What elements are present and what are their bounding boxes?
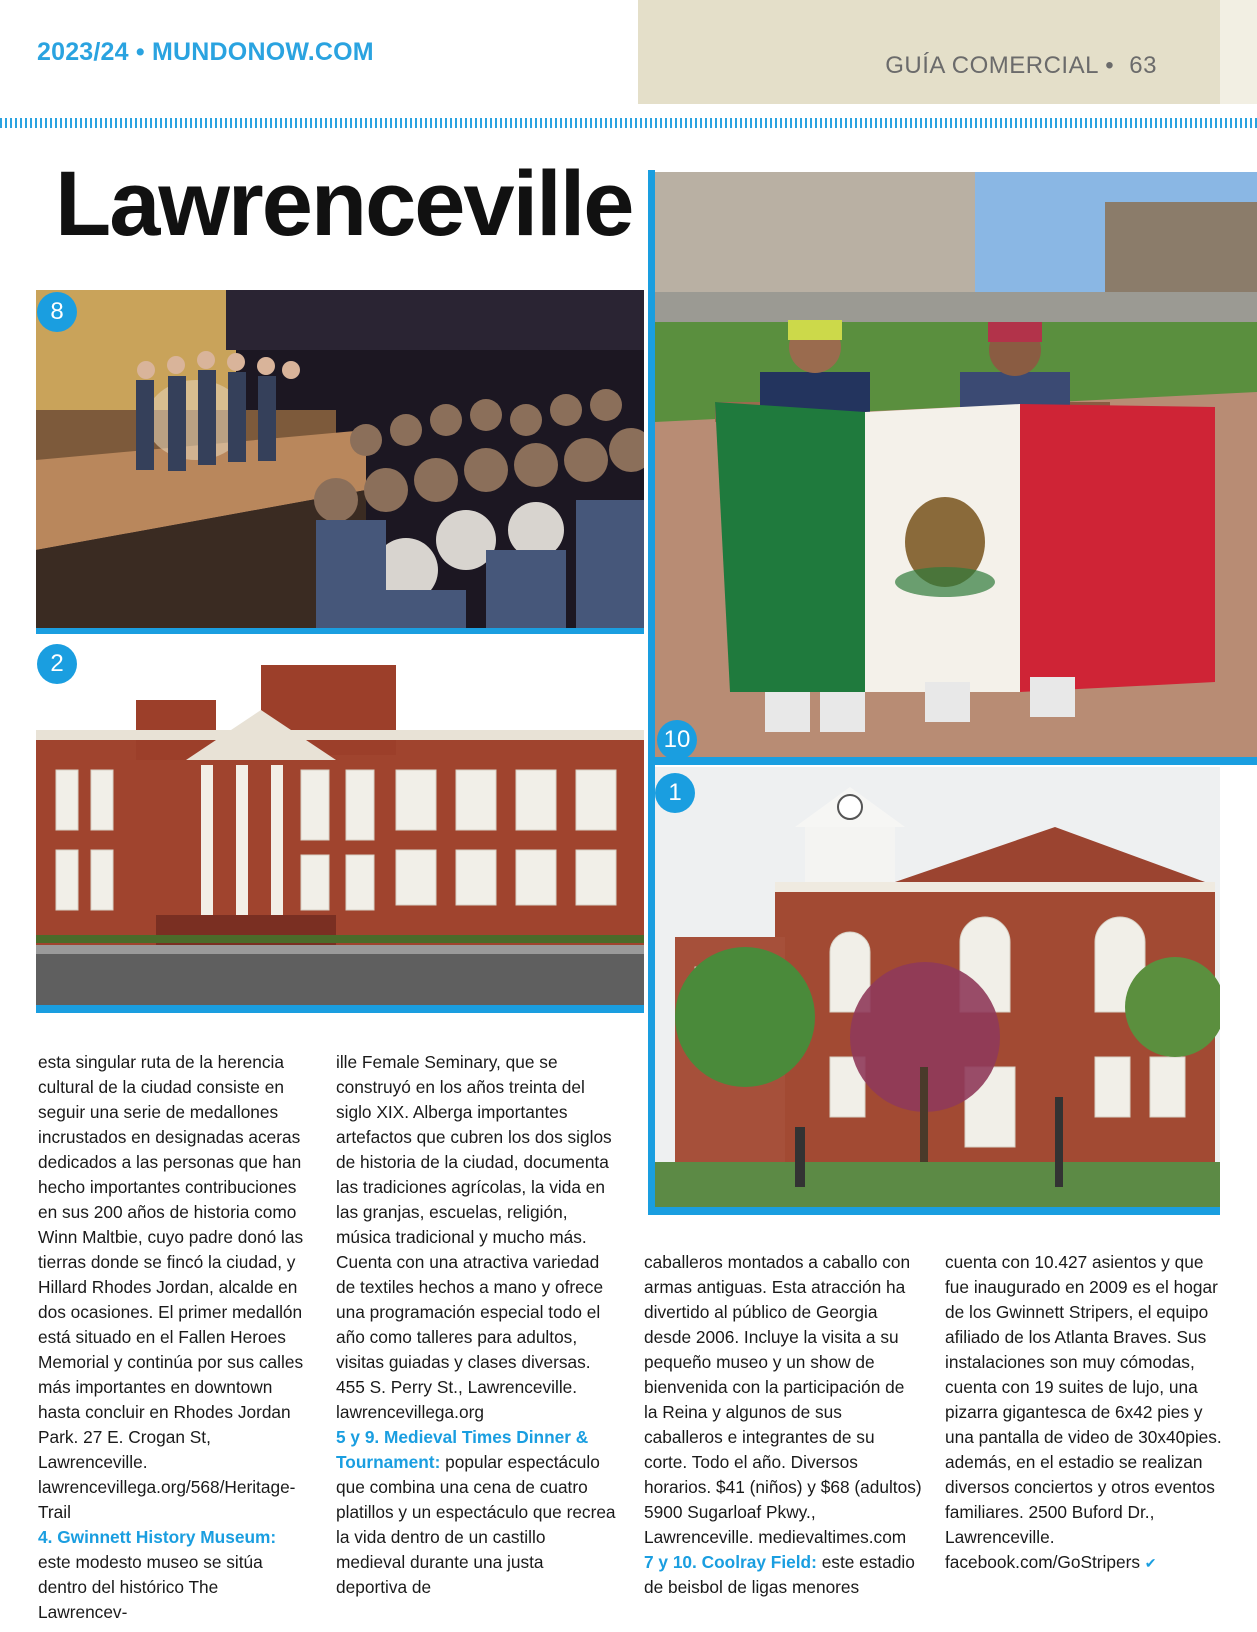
- photo-number-badge: 2: [37, 644, 77, 684]
- text-column-4: [945, 1250, 1223, 1576]
- stadium-photo: [655, 172, 1257, 757]
- body-text: este estadio de beisbol de ligas menores: [644, 1552, 915, 1597]
- text-column-2: [336, 1050, 618, 1600]
- body-text: ille Female Seminary, que se construyó en los años treinta del siglo XIX. Alberga importantes artefactos que cubren los dos siglos de historia de la ciudad, documenta las tradiciones agrícolas, la vida en las granjas, escuelas, religión, música tradicional y mucho más. Cuenta con una atractiva variedad de textiles hechos a mano y ofrece una programación especial todo el año como talleres para adultos, visitas guiadas y clases diversas. 455 S. Perry St., Lawrenceville. lawrencevillega.org: [336, 1052, 612, 1422]
- photo-number-badge: 8: [37, 292, 77, 332]
- paragraph: [336, 1425, 618, 1600]
- section-bullet: •: [1105, 52, 1115, 79]
- body-text: esta singular ruta de la herencia cultural de la ciudad consiste en seguir una serie de medallones incrustados en designadas aceras dedicados a las personas que han hecho importantes contribuciones en sus 200 años de historia como Winn Maltbie, cuyo padre donó las tierras donde se fincó la ciudad, y Hillard Rhodes Jordan, alcalde en dos ocasiones. El primer medallón está situado en el Fallen Heroes Memorial y continúa por sus calles más importantes en downtown hasta concluir en Rhodes Jordan Park. 27 E. Crogan St, Lawrenceville. lawrencevillega.org/568/Heritage-Trail: [38, 1052, 304, 1522]
- photo-divider: [36, 1005, 644, 1013]
- body-text: cuenta con 10.427 asientos y que fue inaugurado en 2009 es el hogar de los Gwinnett Stripers, el equipo afiliado de los Atlanta Braves. Sus instalaciones son muy cómodas, cuenta con 19 suites de lujo, una pizarra gigantesca de 6x42 pies y una pantalla de video de 30x40pies. además, en el estadio se realizan diversos conciertos y otros eventos familiares. 2500 Buford Dr., Lawrenceville. facebook.com/GoStripers: [945, 1252, 1222, 1572]
- header-band-edge: [1220, 0, 1257, 104]
- paragraph: [644, 1550, 922, 1600]
- section-heading: 7 y 10. Coolray Field:: [644, 1552, 817, 1572]
- paragraph: [644, 1250, 922, 1550]
- dotted-rule: [0, 118, 1257, 128]
- photo-divider: [655, 1207, 1220, 1215]
- paragraph: [336, 1050, 618, 1425]
- text-column-1: [38, 1050, 310, 1625]
- body-text: este modesto museo se sitúa dentro del histórico The Lawrencev-: [38, 1552, 263, 1622]
- theater-photo: [36, 290, 644, 628]
- text-column-3: [644, 1250, 922, 1600]
- page-number: 63: [1129, 52, 1157, 79]
- section-name: GUÍA COMERCIAL: [885, 52, 1099, 79]
- paragraph: [945, 1250, 1223, 1576]
- accent-line: [648, 170, 655, 1215]
- photo-number-badge: 1: [655, 773, 695, 813]
- photo-number-badge: 10: [657, 720, 697, 760]
- body-text: popular espectáculo que combina una cena de cuatro platillos y un espectáculo que recrea la vida dentro de un castillo medieval durante una justa deportiva de: [336, 1452, 616, 1597]
- end-mark-icon: ✔: [1144, 1555, 1157, 1571]
- courthouse-photo: [655, 767, 1220, 1207]
- paragraph: [38, 1050, 310, 1525]
- photo-divider: [36, 628, 644, 634]
- section-label: [885, 52, 1157, 80]
- page-title: Lawrenceville: [55, 153, 633, 255]
- paragraph: [38, 1525, 310, 1625]
- masthead: 2023/24 • MUNDONOW.COM: [37, 38, 374, 66]
- section-heading: 4. Gwinnett History Museum:: [38, 1527, 277, 1547]
- section-heading: 5 y 9. Medieval Times Dinner & Tournament:: [336, 1427, 589, 1472]
- body-text: caballeros montados a caballo con armas antiguas. Esta atracción ha divertido al público de Georgia desde 2006. Incluye la visita a su pequeño museo y un show de bienvenida con la participación de la Reina y algunos de sus caballeros e integrantes de su corte. Todo el año. Diversos horarios. $41 (niños) y $68 (adultos) 5900 Sugarloaf Pkwy., Lawrenceville. medievaltimes.com: [644, 1252, 922, 1547]
- seminary-photo: [36, 650, 644, 1005]
- accent-line: [648, 757, 1257, 765]
